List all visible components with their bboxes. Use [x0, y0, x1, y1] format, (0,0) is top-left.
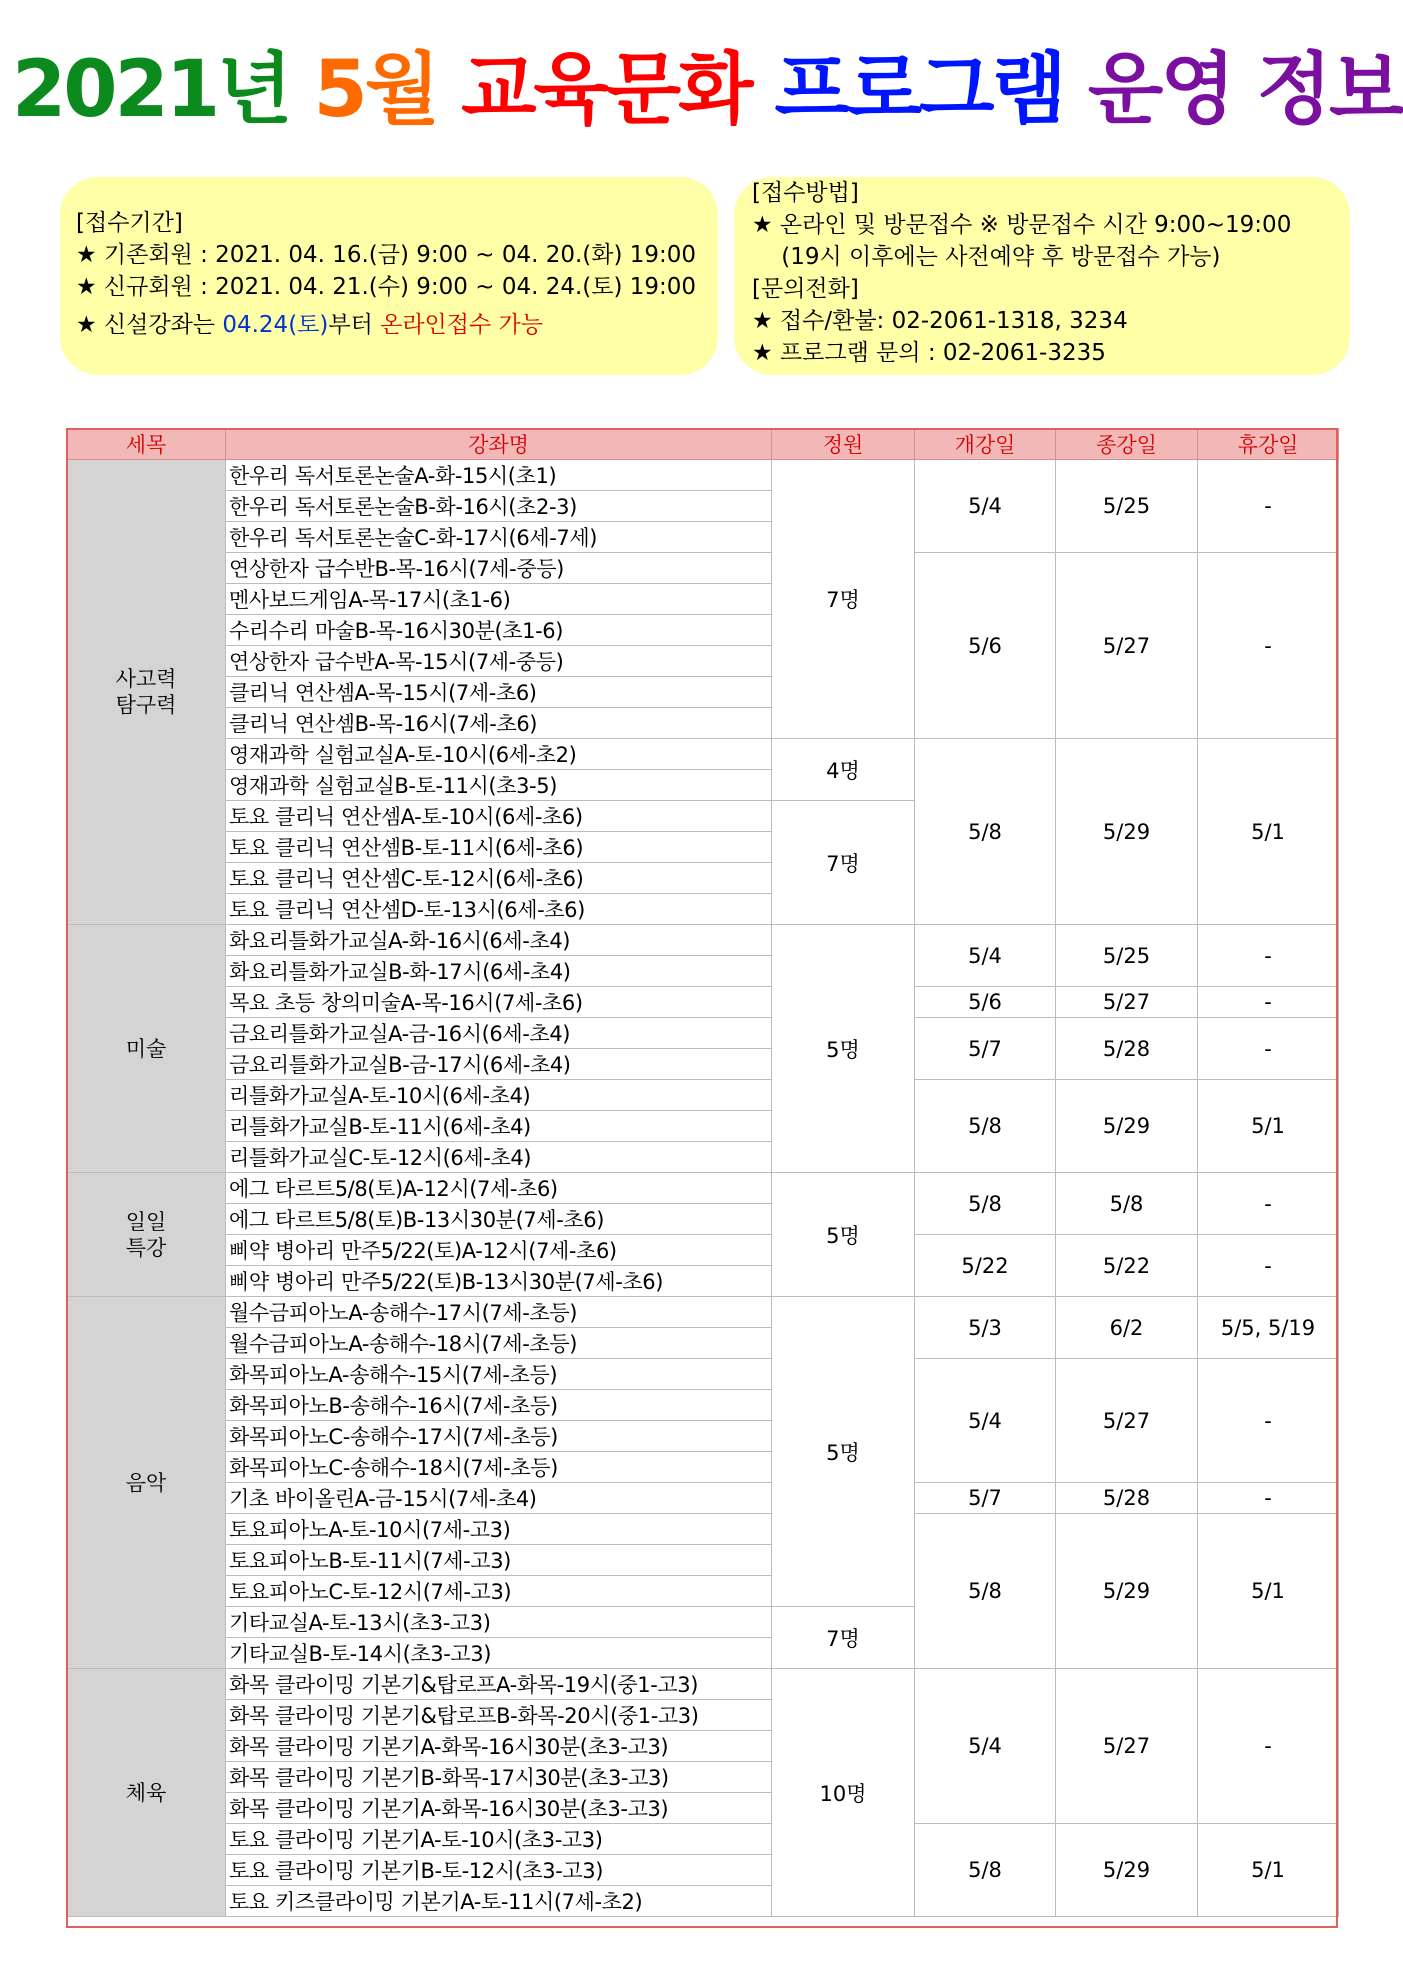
- table-row: [67, 1514, 1339, 1545]
- course-name: 한우리 독서토론논술A-화-15시(초1): [226, 460, 772, 491]
- break-date-cell: -: [1198, 1173, 1339, 1235]
- end-date-cell: 5/25: [1056, 925, 1198, 987]
- course-name: 클리닉 연산셈B-목-16시(7세-초6): [226, 708, 772, 739]
- category-label: 미술: [125, 1036, 167, 1061]
- header-break-date: 휴강일: [1198, 429, 1339, 460]
- contact-heading: [문의전화]: [752, 276, 859, 302]
- course-name: 토요 클리닉 연산셈B-토-11시(6세-초6): [226, 832, 772, 863]
- category-label: 체육: [125, 1780, 167, 1805]
- course-name: 한우리 독서토론논술B-화-16시(초2-3): [226, 491, 772, 522]
- capacity-cell: 7명: [772, 460, 915, 739]
- table-row: [67, 987, 1339, 1018]
- start-date-cell: 5/3: [915, 1297, 1056, 1359]
- break-date-cell: -: [1198, 553, 1339, 739]
- category-music: [67, 1297, 226, 1669]
- contact-refund: ★ 접수/환불: 02-2061-1318, 3234: [752, 308, 1128, 334]
- end-date-cell: 5/22: [1056, 1235, 1198, 1297]
- course-name: 월수금피아노A-송해수-17시(7세-초등): [226, 1297, 772, 1328]
- program-schedule-table: [66, 428, 1339, 1917]
- header-end-date: 종강일: [1056, 429, 1198, 460]
- course-name: 목요 초등 창의미술A-목-16시(7세-초6): [226, 987, 772, 1018]
- course-name: 클리닉 연산셈A-목-15시(7세-초6): [226, 677, 772, 708]
- header-category: 세목: [67, 429, 226, 460]
- course-name: 화목 클라이밍 기본기A-화목-16시30분(초3-고3): [226, 1793, 772, 1824]
- course-name: 토요 클라이밍 기본기B-토-12시(초3-고3): [226, 1855, 772, 1886]
- end-date-cell: 5/27: [1056, 1359, 1198, 1483]
- end-date-cell: 5/27: [1056, 553, 1198, 739]
- course-name: 화요리틀화가교실B-화-17시(6세-초4): [226, 956, 772, 987]
- course-name: 월수금피아노A-송해수-18시(7세-초등): [226, 1328, 772, 1359]
- course-name: 에그 타르트5/8(토)A-12시(7세-초6): [226, 1173, 772, 1204]
- capacity-cell: 7명: [772, 1607, 915, 1669]
- break-date-cell: 5/1: [1198, 1080, 1339, 1173]
- method-line-1: ★ 온라인 및 방문접수 ※ 방문접수 시간 9:00~19:00: [752, 212, 1292, 238]
- course-name: 리틀화가교실B-토-11시(6세-초4): [226, 1111, 772, 1142]
- start-date-cell: 5/8: [915, 1080, 1056, 1173]
- course-name: 화목피아노A-송해수-15시(7세-초등): [226, 1359, 772, 1390]
- table-row: [67, 1018, 1339, 1049]
- course-name: 기타교실B-토-14시(초3-고3): [226, 1638, 772, 1669]
- course-name: 화목피아노C-송해수-17시(7세-초등): [226, 1421, 772, 1452]
- page-title: [0, 40, 1403, 140]
- table-row: [67, 1669, 1339, 1700]
- table-row: [67, 1359, 1339, 1390]
- course-name: 화목 클라이밍 기본기&탑로프A-화목-19시(중1-고3): [226, 1669, 772, 1700]
- course-name: 기초 바이올린A-금-15시(7세-초4): [226, 1483, 772, 1514]
- category-art: [67, 925, 226, 1173]
- capacity-cell: 5명: [772, 1173, 915, 1297]
- start-date-cell: 5/7: [915, 1018, 1056, 1080]
- table-row: [67, 460, 1339, 491]
- end-date-cell: 5/29: [1056, 739, 1198, 925]
- table-row: [67, 1235, 1339, 1266]
- category-label: 음악: [125, 1470, 167, 1495]
- method-line-2: (19시 이후에는 사전예약 후 방문접수 가능): [752, 244, 1221, 270]
- category-label: 일일 특강: [125, 1209, 167, 1260]
- start-date-cell: 5/8: [915, 1173, 1056, 1235]
- course-name: 삐약 병아리 만주5/22(토)B-13시30분(7세-초6): [226, 1266, 772, 1297]
- start-date-cell: 5/8: [915, 1824, 1056, 1917]
- course-name: 토요 클리닉 연산셈C-토-12시(6세-초6): [226, 863, 772, 894]
- course-name: 토요 클리닉 연산셈D-토-13시(6세-초6): [226, 894, 772, 925]
- reception-heading: [접수기간]: [76, 210, 183, 236]
- category-label: 사고력 탐구력: [115, 667, 177, 717]
- table-row: [67, 553, 1339, 584]
- capacity-cell: 4명: [772, 739, 915, 801]
- course-name: 토요 클리닉 연산셈A-토-10시(6세-초6): [226, 801, 772, 832]
- course-name: 영재과학 실험교실B-토-11시(초3-5): [226, 770, 772, 801]
- course-name: 토요 클라이밍 기본기A-토-10시(초3-고3): [226, 1824, 772, 1855]
- end-date-cell: 5/29: [1056, 1514, 1198, 1669]
- start-date-cell: 5/4: [915, 1359, 1056, 1483]
- title-part-operation: 운영: [1087, 45, 1233, 135]
- capacity-cell: 5명: [772, 925, 915, 1173]
- end-date-cell: 5/27: [1056, 987, 1198, 1018]
- category-thinking: [67, 460, 226, 925]
- course-name: 금요리틀화가교실A-금-16시(6세-초4): [226, 1018, 772, 1049]
- capacity-cell: 5명: [772, 1297, 915, 1607]
- end-date-cell: 5/29: [1056, 1824, 1198, 1917]
- course-name: 수리수리 마술B-목-16시30분(초1-6): [226, 615, 772, 646]
- new-course-date: 04.24(토): [222, 312, 329, 338]
- table-row: [67, 1080, 1339, 1111]
- course-name: 화목피아노B-송해수-16시(7세-초등): [226, 1390, 772, 1421]
- start-date-cell: 5/6: [915, 553, 1056, 739]
- course-name: 화목 클라이밍 기본기B-화목-17시30분(초3-고3): [226, 1762, 772, 1793]
- end-date-cell: 6/2: [1056, 1297, 1198, 1359]
- break-date-cell: 5/1: [1198, 1824, 1339, 1917]
- course-name: 화요리틀화가교실A-화-16시(6세-초4): [226, 925, 772, 956]
- course-name: 영재과학 실험교실A-토-10시(6세-초2): [226, 739, 772, 770]
- capacity-cell: 10명: [772, 1669, 915, 1917]
- start-date-cell: 5/8: [915, 739, 1056, 925]
- break-date-cell: -: [1198, 987, 1339, 1018]
- table-row: [67, 1173, 1339, 1204]
- course-name: 에그 타르트5/8(토)B-13시30분(7세-초6): [226, 1204, 772, 1235]
- method-heading: [접수방법]: [752, 180, 859, 206]
- title-part-program: 프로그램: [774, 45, 1064, 135]
- course-name: 화목피아노C-송해수-18시(7세-초등): [226, 1452, 772, 1483]
- start-date-cell: 5/7: [915, 1483, 1056, 1514]
- course-name: 화목 클라이밍 기본기&탑로프B-화목-20시(중1-고3): [226, 1700, 772, 1731]
- start-date-cell: 5/4: [915, 460, 1056, 553]
- end-date-cell: 5/28: [1056, 1483, 1198, 1514]
- end-date-cell: 5/25: [1056, 460, 1198, 553]
- new-course-prefix: ★ 신설강좌는: [76, 312, 223, 338]
- reception-new-line: ★ 신규회원 : 2021. 04. 21.(수) 9:00 ~ 04. 24.(토) 19:00: [76, 274, 697, 300]
- start-date-cell: 5/4: [915, 1669, 1056, 1824]
- reception-existing-line: ★ 기존회원 : 2021. 04. 16.(금) 9:00 ~ 04. 20.(화) 19:00: [76, 242, 697, 268]
- break-date-cell: -: [1198, 460, 1339, 553]
- table-row: [67, 1483, 1339, 1514]
- course-name: 기타교실A-토-13시(초3-고3): [226, 1607, 772, 1638]
- course-name: 한우리 독서토론논술C-화-17시(6세-7세): [226, 522, 772, 553]
- end-date-cell: 5/29: [1056, 1080, 1198, 1173]
- break-date-cell: -: [1198, 1235, 1339, 1297]
- course-name: 삐약 병아리 만주5/22(토)A-12시(7세-초6): [226, 1235, 772, 1266]
- table-row: [67, 739, 1339, 770]
- category-special: [67, 1173, 226, 1297]
- break-date-cell: -: [1198, 1669, 1339, 1824]
- end-date-cell: 5/8: [1056, 1173, 1198, 1235]
- course-name: 토요 키즈클라이밍 기본기A-토-11시(7세-초2): [226, 1886, 772, 1917]
- capacity-cell: 7명: [772, 801, 915, 925]
- course-name: 토요피아노A-토-10시(7세-고3): [226, 1514, 772, 1545]
- course-name: 리틀화가교실C-토-12시(6세-초4): [226, 1142, 772, 1173]
- header-start-date: 개강일: [915, 429, 1056, 460]
- end-date-cell: 5/28: [1056, 1018, 1198, 1080]
- new-course-line: [76, 309, 718, 341]
- course-name: 토요피아노B-토-11시(7세-고3): [226, 1545, 772, 1576]
- table-row: [67, 1824, 1339, 1855]
- table-header-row: [67, 429, 1339, 460]
- title-part-culture: 교육문화: [461, 45, 751, 135]
- start-date-cell: 5/6: [915, 987, 1056, 1018]
- table-row: [67, 1297, 1339, 1328]
- course-name: 토요피아노C-토-12시(7세-고3): [226, 1576, 772, 1607]
- start-date-cell: 5/8: [915, 1514, 1056, 1669]
- new-course-online: 온라인접수 가능: [380, 312, 543, 338]
- break-date-cell: -: [1198, 925, 1339, 987]
- header-capacity: 정원: [772, 429, 915, 460]
- reception-method-box: [734, 177, 1350, 375]
- category-sports: [67, 1669, 226, 1917]
- course-name: 금요리틀화가교실B-금-17시(6세-초4): [226, 1049, 772, 1080]
- title-part-info: 정보: [1256, 45, 1402, 135]
- header-course-name: 강좌명: [226, 429, 772, 460]
- new-course-mid: 부터: [328, 312, 381, 338]
- break-date-cell: -: [1198, 1483, 1339, 1514]
- title-part-month: 5월: [313, 45, 438, 135]
- break-date-cell: -: [1198, 1018, 1339, 1080]
- break-date-cell: 5/1: [1198, 1514, 1339, 1669]
- break-date-cell: 5/5, 5/19: [1198, 1297, 1339, 1359]
- title-part-year: 2021년: [12, 45, 290, 135]
- contact-program: ★ 프로그램 문의 : 02-2061-3235: [752, 340, 1106, 366]
- start-date-cell: 5/4: [915, 925, 1056, 987]
- course-name: 연상한자 급수반A-목-15시(7세-중등): [226, 646, 772, 677]
- course-name: 리틀화가교실A-토-10시(6세-초4): [226, 1080, 772, 1111]
- table-row: [67, 925, 1339, 956]
- start-date-cell: 5/22: [915, 1235, 1056, 1297]
- break-date-cell: 5/1: [1198, 739, 1339, 925]
- break-date-cell: -: [1198, 1359, 1339, 1483]
- end-date-cell: 5/27: [1056, 1669, 1198, 1824]
- reception-period-box: [60, 177, 718, 375]
- course-name: 멘사보드게임A-목-17시(초1-6): [226, 584, 772, 615]
- course-name: 연상한자 급수반B-목-16시(7세-중등): [226, 553, 772, 584]
- course-name: 화목 클라이밍 기본기A-화목-16시30분(초3-고3): [226, 1731, 772, 1762]
